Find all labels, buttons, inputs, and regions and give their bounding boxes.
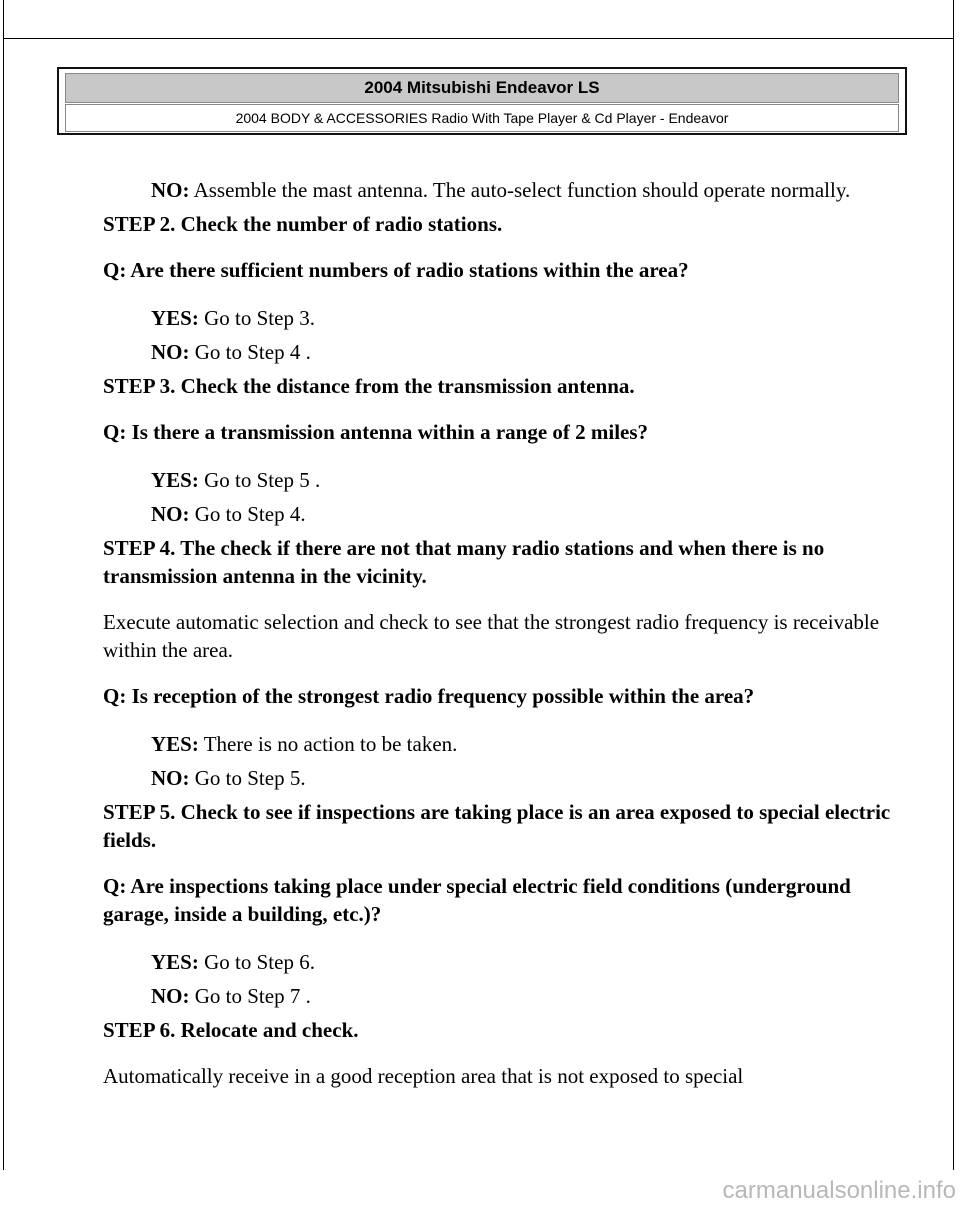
yes-label: YES:	[151, 732, 199, 756]
step6-paragraph: Automatically receive in a good reception area that is not exposed to special	[103, 1064, 744, 1088]
no-label: NO:	[151, 178, 190, 202]
step5-yes-answer	[151, 948, 903, 976]
yes-label: YES:	[151, 468, 199, 492]
yes-label: YES:	[151, 306, 199, 330]
answer-text: Go to Step 7 .	[189, 984, 311, 1008]
step2-heading: STEP 2. Check the number of radio stations.	[103, 212, 503, 236]
step3-yes-answer	[151, 466, 903, 494]
step2-yes-answer	[151, 304, 903, 332]
answer-text: Go to Step 5 .	[198, 468, 321, 492]
answer-text: Go to Step 6.	[198, 950, 315, 974]
document-header	[57, 67, 907, 135]
page-border-left	[3, 0, 4, 1170]
step5-question: Q: Are inspections taking place under special electric field conditions (underground garage, inside a building, etc.)?	[103, 874, 851, 926]
step2-no-answer	[151, 338, 903, 366]
answer-text: Go to Step 4 .	[189, 340, 311, 364]
step3-question: Q: Is there a transmission antenna within a range of 2 miles?	[103, 420, 649, 444]
answer-text: Go to Step 4.	[189, 502, 306, 526]
step4-paragraph: Execute automatic selection and check to see that the strongest radio frequency is receivable within the area.	[103, 610, 880, 662]
page-border-top	[3, 38, 954, 39]
site-watermark: carmanualsonline.info	[560, 1177, 960, 1205]
no-label: NO:	[151, 502, 190, 526]
step5-heading: STEP 5. Check to see if inspections are taking place is an area exposed to special electric fields.	[103, 800, 891, 852]
answer-text: Assemble the mast antenna. The auto-select function should operate normally.	[189, 178, 851, 202]
step1-no-answer	[151, 176, 903, 204]
step5-no-answer	[151, 982, 903, 1010]
yes-label: YES:	[151, 950, 199, 974]
step6-heading: STEP 6. Relocate and check.	[103, 1018, 359, 1042]
page-border-right	[953, 0, 954, 1170]
no-label: NO:	[151, 766, 190, 790]
no-label: NO:	[151, 984, 190, 1008]
header-title: 2004 Mitsubishi Endeavor LS	[65, 73, 899, 103]
step4-no-answer	[151, 764, 903, 792]
step3-heading: STEP 3. Check the distance from the transmission antenna.	[103, 374, 635, 398]
answer-text: There is no action to be taken.	[198, 732, 458, 756]
answer-text: Go to Step 3.	[198, 306, 315, 330]
step4-heading: STEP 4. The check if there are not that many radio stations and when there is no transmission antenna in the vicinity.	[103, 536, 825, 588]
step2-question: Q: Are there sufficient numbers of radio stations within the area?	[103, 258, 689, 282]
header-subtitle: 2004 BODY & ACCESSORIES Radio With Tape Player & Cd Player - Endeavor	[65, 104, 899, 132]
step4-yes-answer	[151, 730, 903, 758]
step4-question: Q: Is reception of the strongest radio frequency possible within the area?	[103, 684, 755, 708]
no-label: NO:	[151, 340, 190, 364]
document-body	[103, 176, 903, 1090]
step3-no-answer	[151, 500, 903, 528]
answer-text: Go to Step 5.	[189, 766, 306, 790]
